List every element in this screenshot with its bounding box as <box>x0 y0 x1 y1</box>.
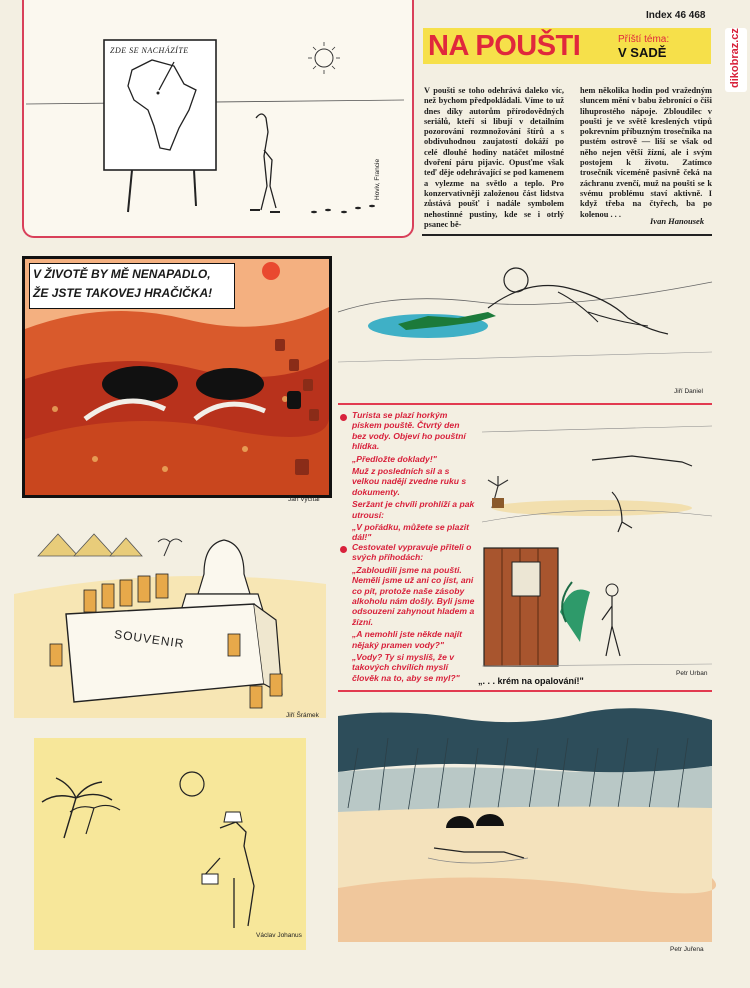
index-label: Index 46 468 <box>646 10 706 21</box>
credit-urban: Petr Urban <box>676 670 708 677</box>
cartoon-crocodile <box>338 252 712 392</box>
joke-2-line: „Vody? Ty si myslíš, že v takových chvílích myslí člověk na to, aby se myl?" <box>352 652 460 683</box>
cartoon-top-left <box>22 0 414 238</box>
watermark-text: dikobraz.cz <box>729 28 741 88</box>
joke-1-line: Muž z posledních sil a s velkou nadějí zvedne ruku s dokumenty. <box>352 466 467 497</box>
joke-1-line: „Předložte doklady!" <box>352 453 437 464</box>
joke-2-line: „A nemohli jste někde najít nějaký pramen vody?" <box>352 629 462 650</box>
joke-2-line: Cestovatel vypravuje přiteli o svých příhodách: <box>352 542 472 563</box>
article-column-1: V poušti se toho odehrává daleko víc, než bychom předpokládali. Víme to už dnes díky autorům přírodovědných seriálů, kteří si libují v detailním pozorování rozmnožování štírů a s obdivuhodnou zaujatostí dokáží po celé dlouhé hodiny natáčet milostné dvoření páru pijavic. Opusťme však teď děje odehrávající se pod kamenem a vylezme na světlo a teplo. Pro konzervativněji založenou část lidstva zůstává poušť i nadále symbolem nehostinné pustiny, kde se i otrlý psanec bě- <box>424 86 564 229</box>
crocodile-drawing <box>338 252 712 392</box>
joke-1-line: Turista se plazí horkým pískem pouště. Čtvrtý den bez vody. Objeví ho pouštní hlídka. <box>352 410 466 452</box>
credit-vycital: Jan Vyčítal <box>288 496 320 503</box>
comic-caption-line-1: V ŽIVOTĚ BY MĚ NENAPADLO, <box>33 267 211 281</box>
next-topic-label: Příští téma: <box>618 34 670 45</box>
divider-red-2 <box>338 690 712 692</box>
credit-johanus: Václav Johanus <box>256 932 302 939</box>
joke-2-bullet <box>340 546 347 553</box>
cartoon-souvenir <box>14 524 326 718</box>
cartoon-rain <box>338 708 712 942</box>
credit-daniel: Jiří Daniel <box>674 388 703 395</box>
joke-2 <box>352 542 476 685</box>
article-rule <box>422 234 712 236</box>
next-topic: V SADĚ <box>618 45 667 60</box>
urban-caption: „. . . krém na opalování!" <box>478 676 584 686</box>
sign-cartoon-drawing <box>24 0 412 236</box>
watermark <box>725 28 747 92</box>
urban-drawing <box>482 412 712 674</box>
divider-red-1 <box>338 403 712 405</box>
cartoon-comic <box>22 256 332 498</box>
souvenir-drawing <box>14 524 326 718</box>
joke-2-line: „Zabloudili jsme na poušti. Neměli jsme už ani co jíst, ani co pít, protože naše zásoby alkoholu nám došly. Byli jsme odsouzeni zahynout hladem a žízní. <box>352 564 475 627</box>
article-author: Ivan Hanousek <box>650 216 705 226</box>
rain-drawing <box>338 708 712 942</box>
credit-sramek: Jiří Šrámek <box>286 712 319 719</box>
joke-1 <box>352 410 476 545</box>
article-column-2: hem několika hodin pod vražedným sluncem mění v babu žebronící o číši lihuprostého nápoje. Zbloudilec v poušti je ve světě kreslených vtipů pokrevním příbuzným trosečníka na pustém ostrově — liší se však od něho nejen větší žízní, ale i svým postojem k životu. Zatímco trosečník víceméně pasivně čeká na záchranu zvenčí, muž na poušti se k svému problému staví aktivně. I když třeba na čtyřech, ba po kolenou . . . <box>580 86 712 219</box>
comic-caption-line-2: ŽE JSTE TAKOVEJ HRAČIČKA! <box>33 286 213 300</box>
souvenir-stand-text: SOUVENIR <box>113 627 186 651</box>
cartoon-johanus <box>34 738 306 950</box>
page-title: NA POUŠTI <box>428 30 581 62</box>
cartoon-urban <box>478 412 712 686</box>
joke-1-bullet <box>340 414 347 421</box>
joke-1-line: Seržant je chvíli prohlíží a pak utrousí: <box>352 499 475 520</box>
joke-1-line: „V pořádku, můžete se plazit dál!" <box>352 522 469 543</box>
johanus-drawing <box>34 738 306 950</box>
sign-text: ZDE SE NACHÁZÍTE <box>110 46 189 55</box>
credit-jurena: Petr Juřena <box>670 946 704 953</box>
credit-hoviv: Hoviv, Francie <box>374 158 381 200</box>
